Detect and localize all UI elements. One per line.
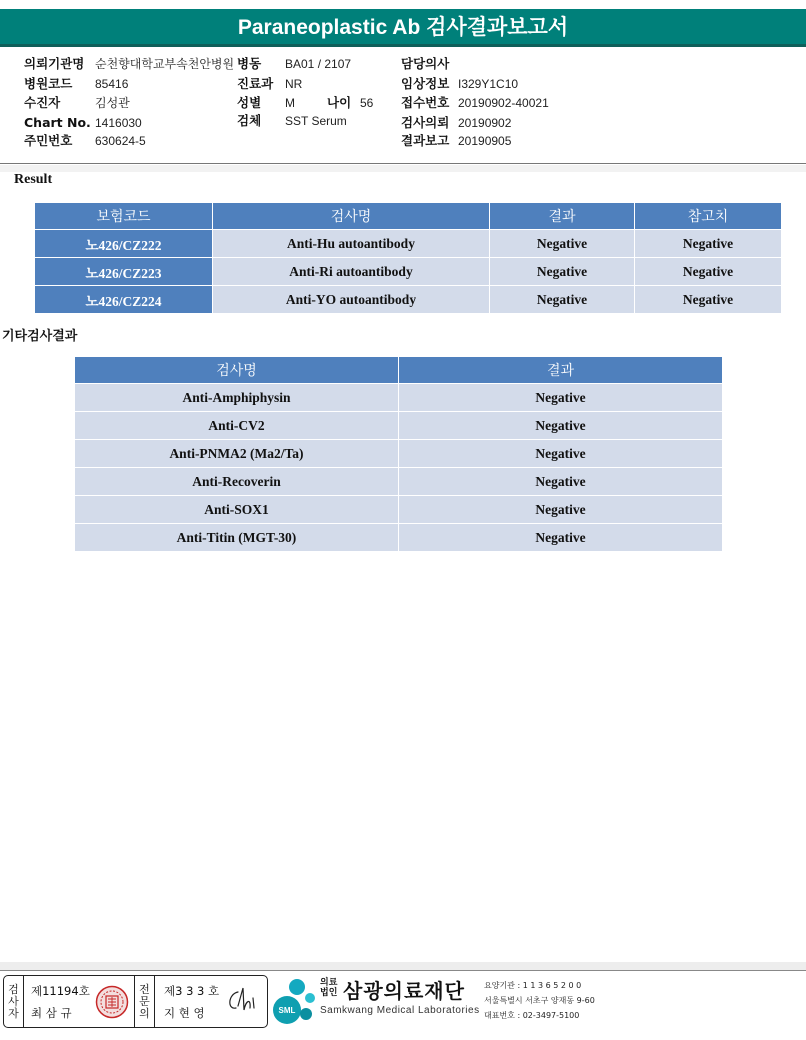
test-name: Anti-Titin (MGT-30) (75, 524, 399, 552)
header-reference: 참고치 (635, 203, 782, 230)
specimen-label: 검체 (237, 113, 262, 128)
chart-label: Chart No. (24, 115, 91, 130)
tester-label: 검 사 자 (4, 976, 24, 1027)
patient-info-panel (0, 50, 806, 164)
divider-band (0, 165, 806, 172)
table-row (75, 440, 723, 468)
footer-divider (0, 962, 806, 971)
org-phone: 대표번호 : 02-3497-5100 (484, 1011, 580, 1020)
result-section-title: Result (14, 172, 53, 187)
request-value: 20190902 (458, 116, 512, 130)
care-code: 요양기관 : 1 1 3 6 5 2 0 0 (484, 981, 582, 990)
insurance-code: 노426/CZ222 (35, 230, 213, 258)
age-label: 나이 (327, 95, 352, 110)
dept-label: 진료과 (237, 76, 274, 91)
specialist-license-no: 제3 3 3 호 (164, 984, 220, 998)
org-type: 의료 법인 (320, 978, 338, 998)
age-value: 56 (360, 96, 374, 110)
test-result: Negative (399, 468, 723, 496)
test-result: Negative (399, 440, 723, 468)
org-name: 삼광의료재단 (343, 979, 465, 1003)
header-result: 결과 (490, 203, 635, 230)
reference-value: Negative (635, 286, 782, 314)
test-result: Negative (399, 384, 723, 412)
table-row (75, 468, 723, 496)
test-name: Anti-Recoverin (75, 468, 399, 496)
id-label: 주민번호 (24, 133, 73, 148)
test-name: Anti-Amphiphysin (75, 384, 399, 412)
test-result: Negative (490, 230, 635, 258)
other-tests-title: 기타검사결과 (2, 329, 78, 344)
table-row (75, 384, 723, 412)
header-test-name: 검사명 (75, 357, 399, 384)
hospital-code-label: 병원코드 (24, 76, 73, 91)
test-result: Negative (490, 258, 635, 286)
tester-name: 최 삼 규 (31, 1006, 72, 1020)
result-table (34, 202, 782, 314)
tester-license-no: 제11194호 (31, 984, 90, 998)
test-name: Anti-PNMA2 (Ma2/Ta) (75, 440, 399, 468)
test-result: Negative (399, 412, 723, 440)
ward-value: BA01 / 2107 (285, 57, 352, 71)
insurance-code: 노426/CZ223 (35, 258, 213, 286)
signature-icon (224, 984, 262, 1018)
clinical-label: 임상정보 (401, 76, 450, 91)
patient-label: 수진자 (24, 95, 61, 110)
header-insurance-code: 보험코드 (35, 203, 213, 230)
dept-value: NR (285, 77, 303, 91)
test-result: Negative (490, 286, 635, 314)
chart-value: 1416030 (95, 116, 142, 130)
seal-stamp-icon (95, 985, 129, 1019)
clinical-value: I329Y1C10 (458, 77, 519, 91)
receipt-label: 접수번호 (401, 95, 450, 110)
table-row (75, 496, 723, 524)
request-label: 검사의뢰 (401, 115, 450, 130)
test-name: Anti-YO autoantibody (213, 286, 490, 314)
hospital-code-value: 85416 (95, 77, 129, 91)
specialist-name: 지 현 영 (164, 1006, 205, 1020)
org-address: 서울특별시 서초구 양재동 9-60 (484, 996, 595, 1005)
table-row (75, 524, 723, 552)
report-title: Paraneoplastic Ab 검사결과보고서 (0, 9, 806, 47)
sex-label: 성별 (237, 95, 262, 110)
signature-box (3, 975, 268, 1028)
test-name: Anti-Ri autoantibody (213, 258, 490, 286)
institution-value: 순천향대학교부속천안병원 (95, 57, 235, 71)
insurance-code: 노426/CZ224 (35, 286, 213, 314)
report-date-label: 결과보고 (401, 133, 450, 148)
header-test-name: 검사명 (213, 203, 490, 230)
result-header-row (35, 203, 782, 230)
doctor-label: 담당의사 (401, 56, 450, 71)
reference-value: Negative (635, 230, 782, 258)
receipt-value: 20190902-40021 (458, 96, 549, 110)
test-name: Anti-Hu autoantibody (213, 230, 490, 258)
table-row (35, 258, 782, 286)
test-result: Negative (399, 524, 723, 552)
header-result: 결과 (399, 357, 723, 384)
org-english-name: Samkwang Medical Laboratories (320, 1005, 480, 1016)
institution-label: 의뢰기관명 (24, 56, 85, 71)
ward-label: 병동 (237, 56, 262, 71)
other-header-row (75, 357, 723, 384)
other-tests-table (74, 356, 723, 552)
test-result: Negative (399, 496, 723, 524)
sml-logo-icon (270, 976, 324, 1028)
table-row (35, 230, 782, 258)
specimen-value: SST Serum (285, 114, 347, 128)
test-name: Anti-SOX1 (75, 496, 399, 524)
table-row (35, 286, 782, 314)
id-value: 630624-5 (95, 134, 146, 148)
reference-value: Negative (635, 258, 782, 286)
patient-value: 김성관 (95, 96, 130, 110)
sex-value: M (285, 96, 295, 110)
test-name: Anti-CV2 (75, 412, 399, 440)
specialist-label: 전 문 의 (135, 976, 155, 1027)
table-row (75, 412, 723, 440)
logo-text: SML (278, 1006, 296, 1015)
report-date-value: 20190905 (458, 134, 512, 148)
